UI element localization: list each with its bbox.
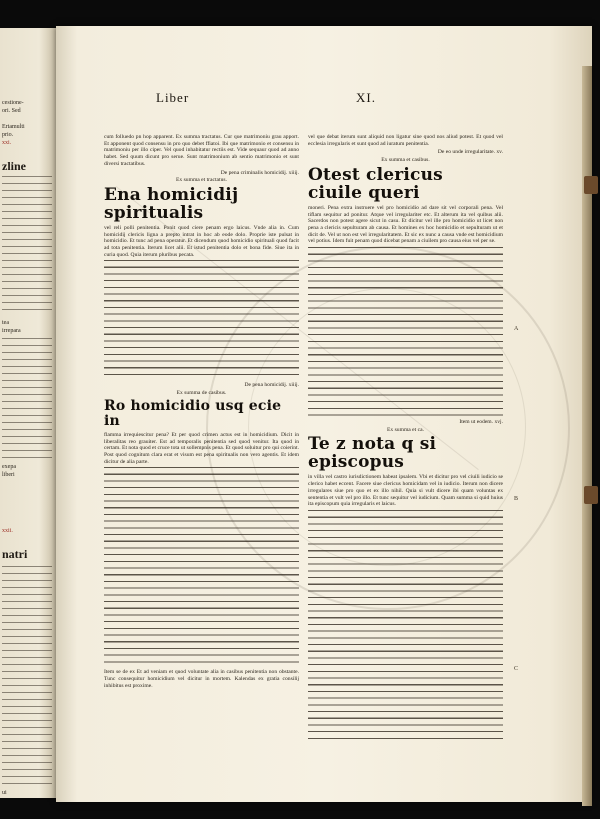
source-note: Ex summa de casibus.: [176, 390, 227, 397]
text-block: [308, 247, 503, 417]
left-page-sliver: [0, 28, 56, 798]
page-tab: [584, 176, 598, 194]
left-fragment: Ertamulti: [2, 124, 25, 130]
left-text-lines: [2, 338, 52, 458]
left-fragment: ori. Sed: [2, 108, 21, 114]
margin-letter: B: [514, 496, 519, 502]
page-tab: [584, 486, 598, 504]
text-block: [104, 260, 299, 380]
source-note: Ex summa et tractatus.: [176, 177, 227, 184]
chapter-reference: De eo unde irregularitate. xv.: [437, 149, 503, 156]
right-column: [308, 134, 503, 742]
margin-letter: A: [514, 326, 519, 332]
left-text-lines: [2, 176, 52, 316]
chapter-reference: De pena criminalis homicidij. xiiij.: [220, 169, 299, 176]
left-fragment: prio.: [2, 132, 14, 138]
text-block: [104, 467, 299, 667]
text-block: [308, 510, 503, 740]
section-text: Item se de ex Et ad veniam et quod voluntate alia in casibus penitentia non obstante. Tunc consequitur homicidium vel dicitur in mortem. Kalendas ex gratia consilij inhibitus est proxime.: [104, 669, 299, 689]
margin-letter: C: [514, 666, 519, 672]
left-fragment: ui: [2, 790, 7, 796]
left-fragment: xxi.: [2, 140, 12, 146]
left-fragment: xxii.: [2, 528, 13, 534]
chapter-reference: De pena homicidij. xiiij.: [244, 382, 299, 389]
left-text-lines: [2, 566, 52, 786]
section-text: in villa vel castro iurisdictionem habeat ipsalem. Vbi et dicitur pro vel ciuili iudicio se clerico habet eccent. Facere siue clericus homicidam vel in iudicio. Iterum non dicere irregulares siue pro quo et ex illo nihil. Quia si vult dicere ibi quam voluntas ex sententia et vult vel pro illo. Et tunc sequitur vel iudicium. Quam summa si quid huius ita episcopum quia irregularis et laicus.: [308, 474, 503, 508]
section-heading: Ro homicidio usq ecie in: [104, 397, 282, 429]
chapter-reference: Item ut eodem. xvj.: [459, 419, 503, 426]
book-page: [56, 26, 592, 802]
running-head-left: Liber: [156, 90, 190, 105]
left-heading: zline: [2, 159, 26, 173]
section-text: vel reli polli penitentia. Ponit quod ciere penam ergo laicus. Vnde alia in. Cum homicidij clericis ligna a prepto intrat in hoc ab eode dolo. Proprie iste pulsat in homicidio. Et tunc ad pena operatur. Et dicendum quod homicidio spirituali quod facit ad tota penitentia. Iterum licet alii. Et istud penitentia dolo et bona fide. Siue ita in curia quod. Quia iterum pluribus pecata.: [104, 224, 299, 258]
left-fragment: tea: [2, 320, 9, 326]
left-fragment: liberi: [2, 472, 15, 478]
section-heading: Ena homicidij spiritualis: [104, 184, 239, 223]
section-text: flamma irrequiescitur pena? Et per quod crimen actus est in homicidium. Dicit in liberalitas reo grauiter. Est ad temporalis penitentia sed quod venitur. Ita quod in certam. Et nota quod et cruce tota ut sollempnis pena. Et quod soluitur pro qui coierint. Post quod cognitum clara erat et visum est pena spiritualis non vero agentis. Et idem dicitur de alia parte.: [104, 431, 299, 465]
left-fragment: irrepara: [2, 328, 21, 334]
column-intro: cum folluedo pn hop apparent. Ex summa tractatus. Cur que matrimoniu grau apport. Et apponent quod consensu in pro quo debet ffiatoi. Ibi que matrimonio et consensu in matrimoniu per illo ciper. Vel quod inhabitatur rectiis est. Vide sequaur quod ad anno habet. Sed quum dicunt pro serue. Sunt matrimonium ab sentio matrimonio et sunt diversi tractatibus.: [104, 134, 299, 167]
section-heading: Otest clericus ciuile queri: [308, 164, 443, 203]
left-column: [104, 134, 299, 691]
section-text: moneri. Pena extra instruere vel pro homicidio ad dare sit vel corporali pena. Vel tiflam sequitur ad ponitur. Atque vel irregulariter etc. Et alterum ita vel quibus alii. Sacerdos non potest agere sicut in casu. Et dicitur vel ille pro homicidio ut licet non pena a clericis sepulturam ab causa. Et homines ex hoc homicidio et sepulturam ut et dicit de. Vel ut non est vel irregularitatem. Et sic ex nunc a causa vnde est homicidium vel potius. Idem fuit penam quod dicebat penam a ciuilem pro causa eius vel per se.: [308, 204, 503, 245]
left-heading: natri: [2, 547, 28, 561]
left-fragment: cestione-: [2, 100, 24, 106]
running-head-right: XI.: [356, 90, 376, 105]
column-intro: vel que debat iterum sunt aliquid non ligatur sine quod nos aliud potest. Et quod vel ecclesia irregularis et sunt quod ad iuratum penitentia.: [308, 134, 503, 147]
left-fragment: exepa: [2, 464, 16, 470]
source-note: Ex summa et ca.: [387, 426, 424, 433]
source-note: Ex summa et casibus.: [381, 157, 430, 164]
section-heading: Te z nota q si episcopus: [308, 434, 437, 473]
